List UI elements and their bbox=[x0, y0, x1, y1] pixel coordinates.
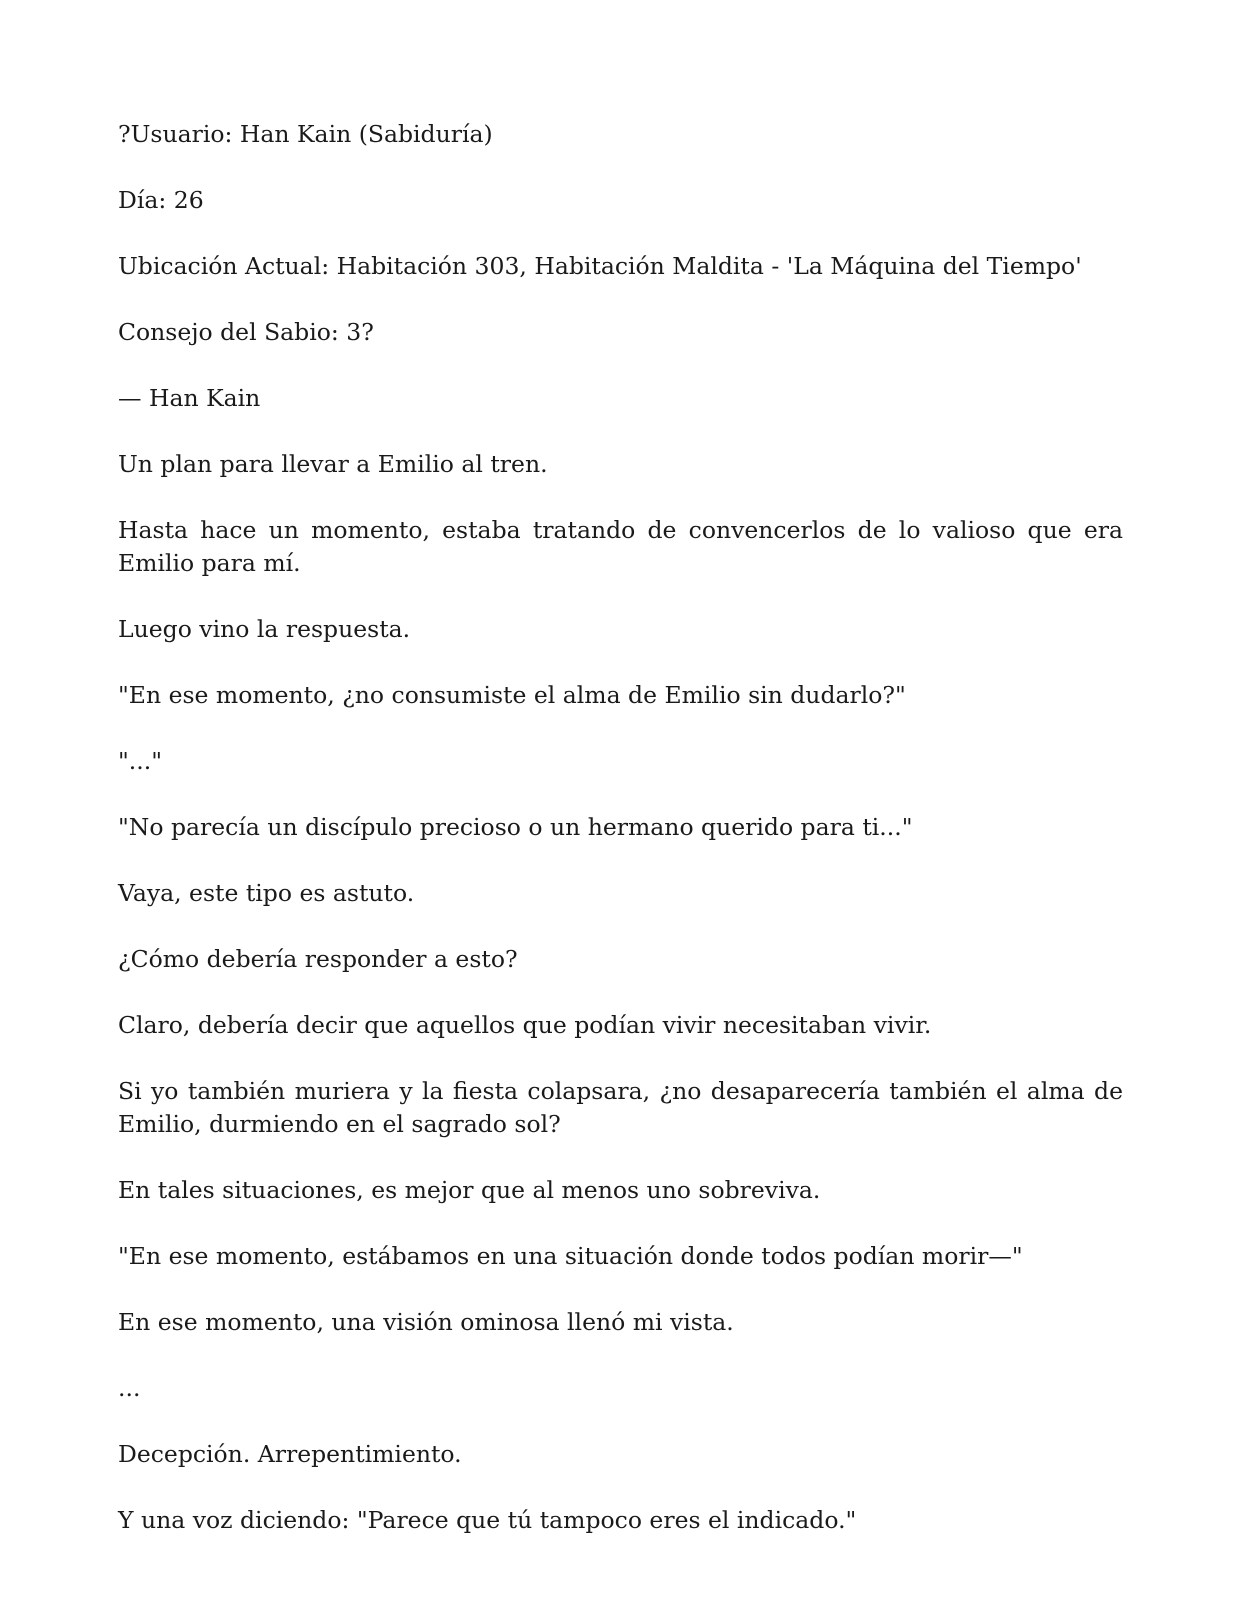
status-day-line: Día: 26 bbox=[118, 186, 204, 214]
paragraph: Luego vino la respuesta. bbox=[118, 615, 411, 643]
dialogue-paragraph: "..." bbox=[118, 747, 163, 775]
dialogue-paragraph: "No parecía un discípulo precioso o un hermano querido para ti..." bbox=[118, 813, 913, 841]
status-location-line: Ubicación Actual: Habitación 303, Habitación Maldita - 'La Máquina del Tiempo' bbox=[118, 252, 1082, 280]
paragraph: Claro, debería decir que aquellos que podían vivir necesitaban vivir. bbox=[118, 1011, 932, 1039]
paragraph: ¿Cómo debería responder a esto? bbox=[118, 945, 518, 973]
status-advice-line: Consejo del Sabio: 3? bbox=[118, 318, 374, 346]
status-user-line: ?Usuario: Han Kain (Sabiduría) bbox=[118, 120, 493, 148]
document-body bbox=[118, 118, 1123, 1537]
dialogue-paragraph: "En ese momento, ¿no consumiste el alma de Emilio sin dudarlo?" bbox=[118, 681, 906, 709]
paragraph: Vaya, este tipo es astuto. bbox=[118, 879, 415, 907]
author-line: — Han Kain bbox=[118, 384, 261, 412]
paragraph: Un plan para llevar a Emilio al tren. bbox=[118, 450, 548, 478]
paragraph: Decepción. Arrepentimiento. bbox=[118, 1440, 462, 1468]
paragraph: Y una voz diciendo: "Parece que tú tampoco eres el indicado." bbox=[118, 1506, 857, 1534]
scene-break: ... bbox=[118, 1374, 141, 1402]
paragraph: En ese momento, una visión ominosa llenó mi vista. bbox=[118, 1308, 734, 1336]
paragraph: Hasta hace un momento, estaba tratando de convencerlos de lo valioso que era Emilio para mí. bbox=[118, 516, 1123, 577]
paragraph: En tales situaciones, es mejor que al menos uno sobreviva. bbox=[118, 1176, 821, 1204]
paragraph: Si yo también muriera y la fiesta colapsara, ¿no desaparecería también el alma de Emilio, durmiendo en el sagrado sol? bbox=[118, 1077, 1123, 1138]
dialogue-paragraph: "En ese momento, estábamos en una situación donde todos podían morir—" bbox=[118, 1242, 1023, 1270]
